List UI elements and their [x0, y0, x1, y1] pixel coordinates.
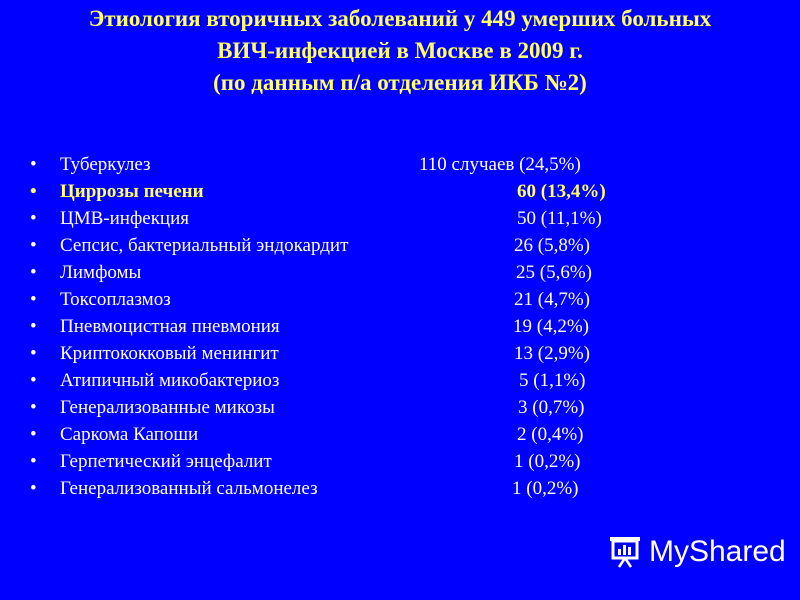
bullet: •	[30, 370, 37, 391]
disease-name: Генерализованный сальмонелез	[60, 478, 318, 499]
disease-name: Циррозы печени	[60, 181, 204, 202]
disease-count: 19 (4,2%)	[513, 316, 589, 337]
disease-name: Пневмоцистная пневмония	[60, 316, 280, 337]
list-item	[30, 475, 750, 502]
disease-count: 5 (1,1%)	[519, 370, 586, 391]
disease-name: Атипичный микобактериоз	[60, 370, 280, 391]
bullet: •	[30, 316, 37, 337]
list-item	[30, 286, 750, 313]
bullet: •	[30, 262, 37, 283]
disease-name: Генерализованные микозы	[60, 397, 275, 418]
bullet: •	[30, 154, 37, 175]
disease-name: Саркома Капоши	[60, 424, 199, 445]
title-line-3: (по данным п/а отделения ИКБ №2)	[213, 70, 587, 95]
disease-count: 26 (5,8%)	[514, 235, 590, 256]
watermark-text: MyShared	[649, 535, 786, 568]
disease-count: 2 (0,4%)	[517, 424, 584, 445]
list-item	[30, 205, 750, 232]
disease-count: 50 (11,1%)	[517, 208, 602, 229]
list-item	[30, 151, 750, 178]
disease-name: Криптококковый менингит	[60, 343, 279, 364]
bullet: •	[30, 289, 37, 310]
disease-count: 13 (2,9%)	[514, 343, 590, 364]
list-item	[30, 448, 750, 475]
list-item	[30, 421, 750, 448]
presentation-board-icon	[607, 534, 643, 570]
disease-count: 110 случаев (24,5%)	[419, 154, 581, 175]
list-item	[30, 178, 750, 205]
bullet: •	[30, 451, 37, 472]
bullet: •	[30, 181, 37, 202]
title-line-2: ВИЧ-инфекцией в Москве в 2009 г.	[217, 38, 583, 63]
disease-name: ЦМВ-инфекция	[60, 208, 190, 229]
bullet: •	[30, 343, 37, 364]
list-item	[30, 367, 750, 394]
list-item	[30, 340, 750, 367]
disease-list	[30, 151, 750, 502]
slide-title	[0, 0, 800, 99]
bullet: •	[30, 208, 37, 229]
bullet: •	[30, 397, 37, 418]
disease-count: 21 (4,7%)	[514, 289, 590, 310]
watermark-logo	[607, 534, 786, 570]
list-item	[30, 232, 750, 259]
list-item	[30, 259, 750, 286]
bullet: •	[30, 478, 37, 499]
disease-count: 3 (0,7%)	[518, 397, 585, 418]
disease-name: Токсоплазмоз	[60, 289, 171, 310]
disease-name: Сепсис, бактериальный эндокардит	[60, 235, 349, 256]
bullet: •	[30, 235, 37, 256]
disease-count: 1 (0,2%)	[514, 451, 581, 472]
disease-name: Туберкулез	[60, 154, 151, 175]
bullet: •	[30, 424, 37, 445]
disease-name: Лимфомы	[60, 262, 142, 283]
title-line-1: Этиология вторичных заболеваний у 449 умерших больных	[88, 6, 712, 31]
disease-count: 1 (0,2%)	[512, 478, 579, 499]
disease-count: 25 (5,6%)	[516, 262, 592, 283]
list-item	[30, 313, 750, 340]
disease-count: 60 (13,4%)	[517, 181, 606, 202]
list-item	[30, 394, 750, 421]
disease-name: Герпетический энцефалит	[60, 451, 272, 472]
